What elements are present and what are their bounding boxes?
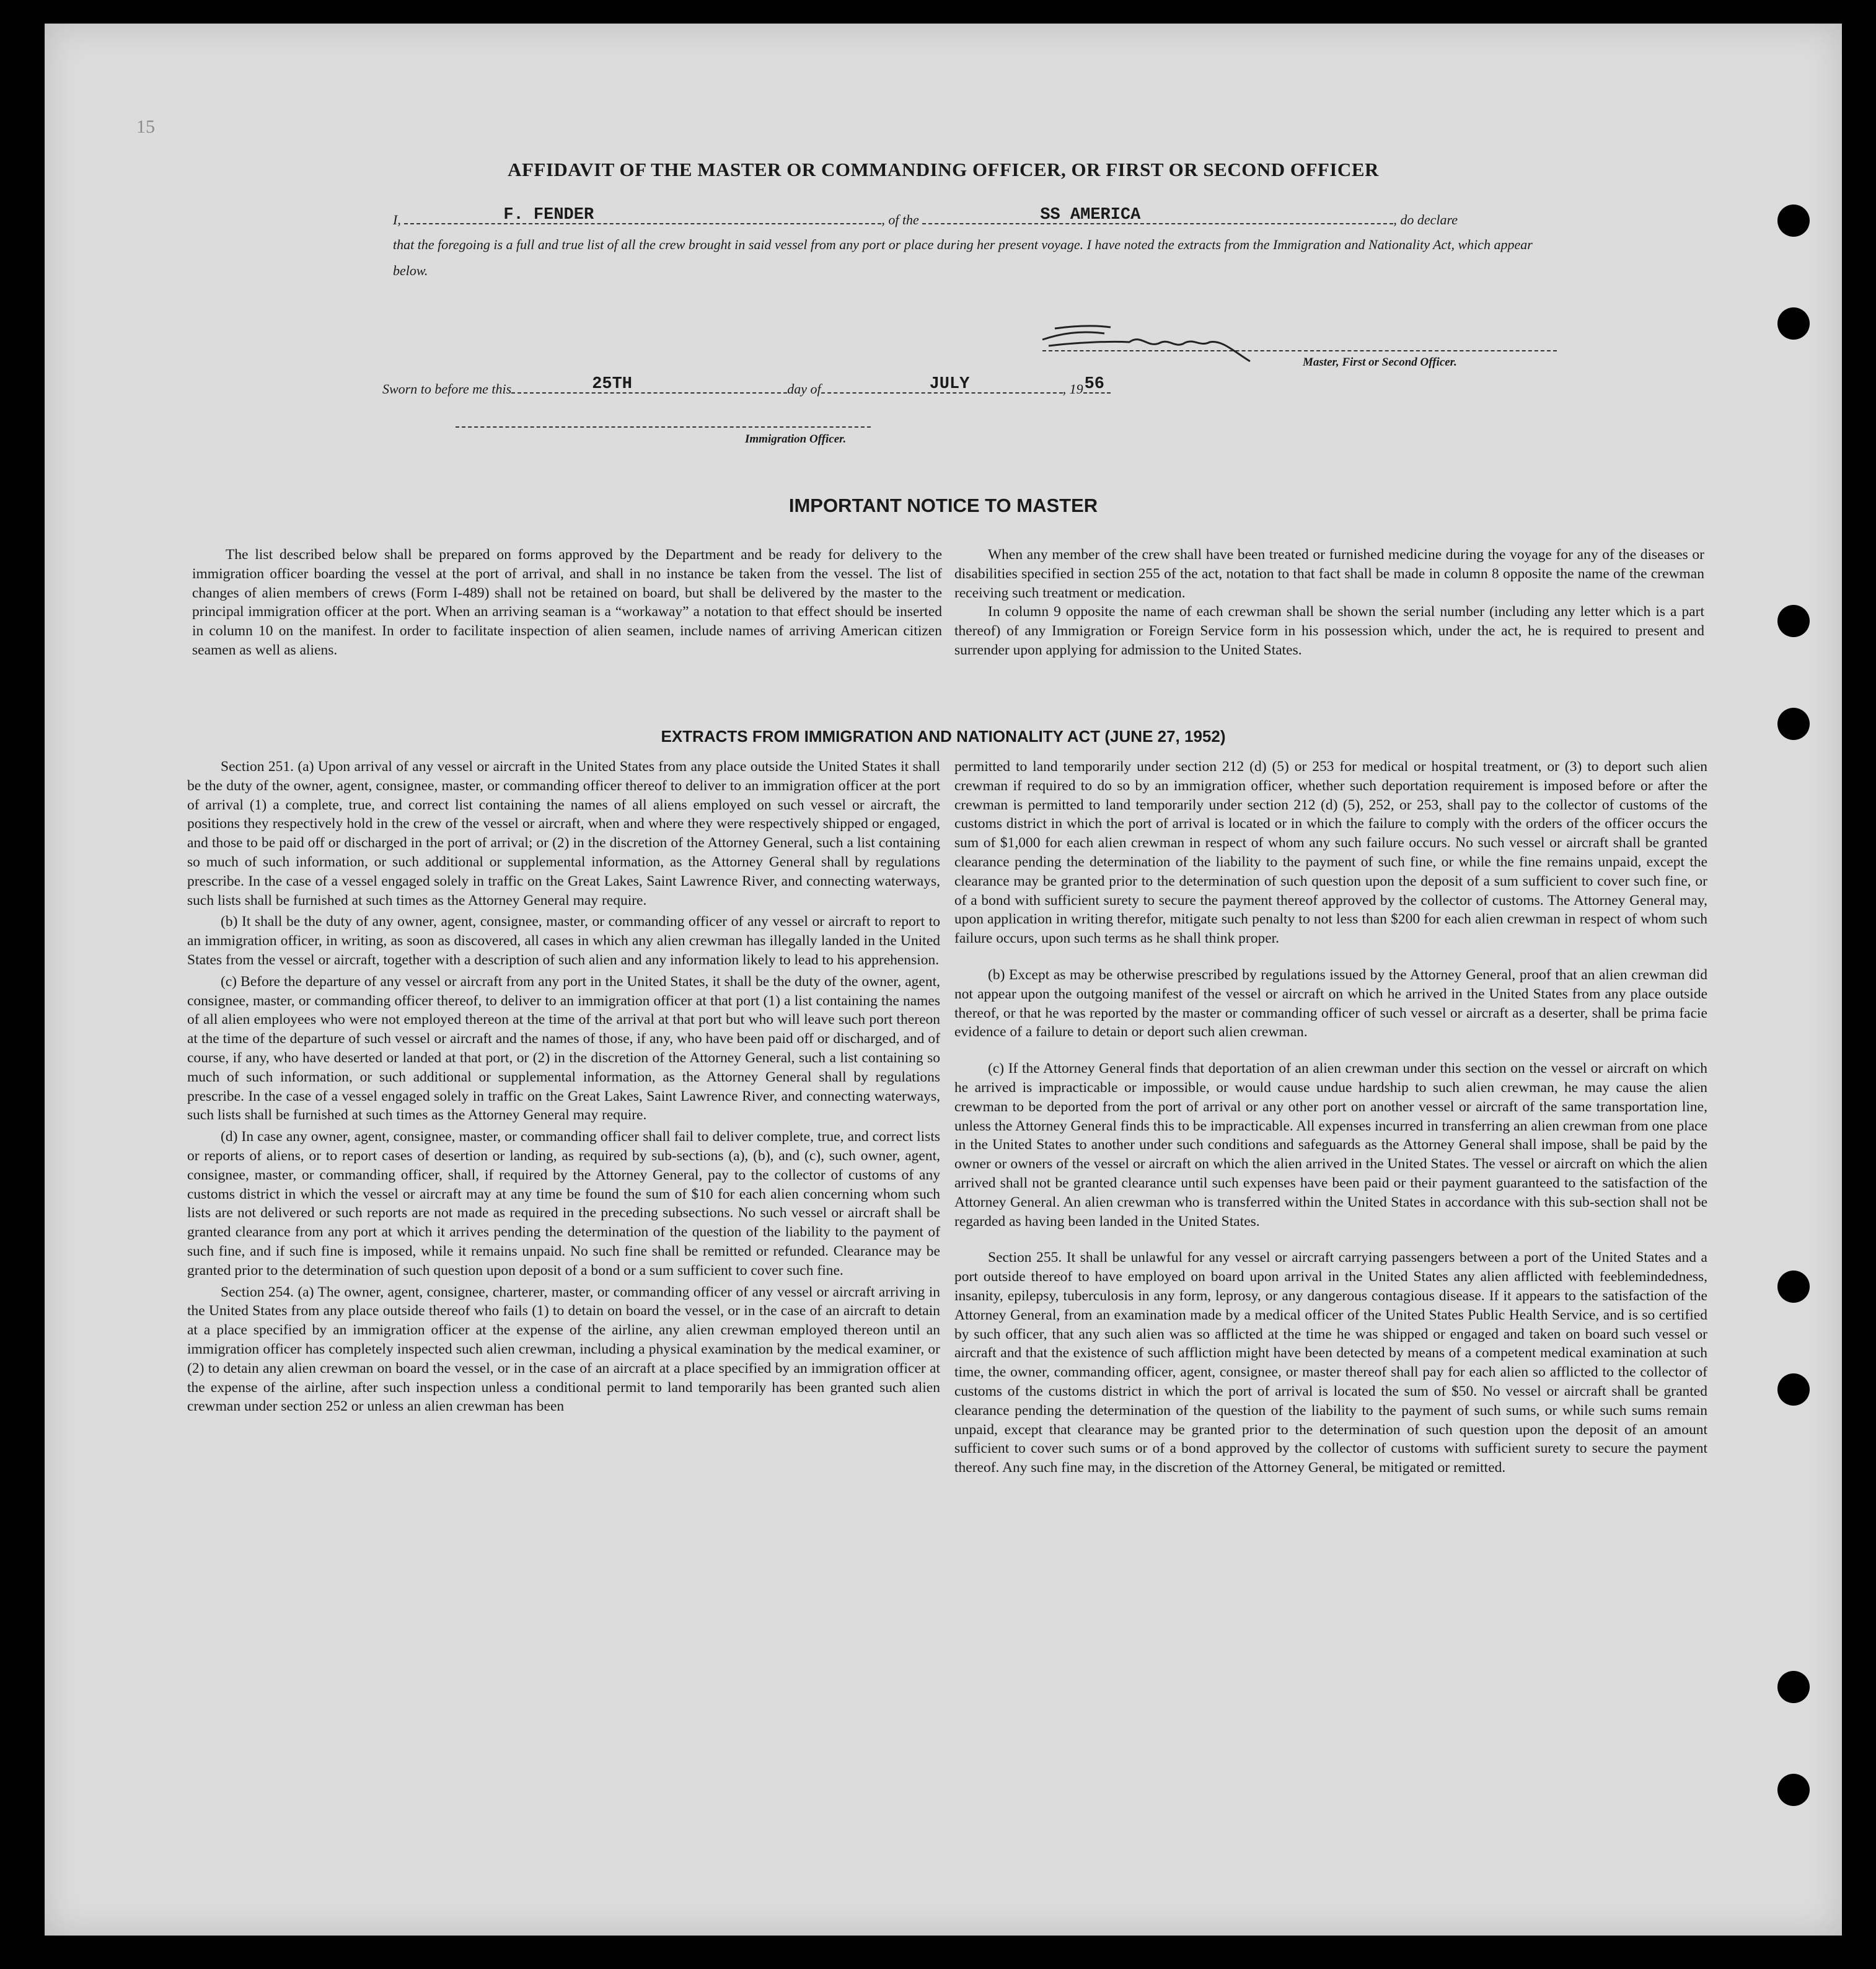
sworn-day-value: 25TH (592, 375, 632, 394)
document-page (45, 24, 1842, 1936)
section-254a-continued: permitted to land temporarily under section 212 (d) (5) or 253 for medical or hospital treatment, or (3) to deport such alien crewman if required to do so by an immigration officer, whether such deportation requirement is imposed before or after the crewman is permitted to land temporarily under section 212 (d) (5), 252, or 253, shall pay to the collector of customs of the customs district in which the port of arrival is located or in which the failure to comply with the orders of the officer occurs the sum of $1,000 for each alien crewman in respect of whom any such failure occurs. No such vessel or aircraft shall be granted clearance pending the determination of the liability to the payment of such fine, or while the fine remains unpaid, except the clearance may be granted prior to the determination of such question upon the deposit of a sum sufficient to cover such fine, or of a bond with sufficient surety to secure the payment thereof approved by the collector of customs. The Attorney General may, upon application in writing therefor, mitigate such penalty to not less than $200 for each alien crewman in respect of whom such failure occurs, upon such terms as he shall think proper. (954, 759, 1707, 947)
section-254a: Section 254. (a) The owner, agent, consignee, charterer, master, or commanding officer of any vessel or aircraft arriving in the United States from any place outside thereof who fails (1) to detain on board the vessel, or in the case of an aircraft to detain at a place specified by an immigration officer at the expense of the airline, any alien crewman employed thereon until an immigration officer has completely inspected such alien crewman, including a physical examination by the medical examiner, or (2) to detain any alien crewman on board the vessel, or in the case of an aircraft at a place specified by an immigration officer at the expense of the airline, after such inspection unless a conditional permit to land temporarily has been granted such alien crewman under section 252 or unless an alien crewman has been (187, 1284, 940, 1415)
master-name-value: F. FENDER (503, 206, 594, 224)
margin-page-mark: 15 (136, 117, 155, 137)
master-name-field (404, 206, 881, 224)
notice-left-paragraph (192, 545, 942, 660)
binder-hole (1777, 1774, 1810, 1806)
immigration-officer-line (456, 426, 871, 428)
section-251d: (d) In case any owner, agent, consignee, master, or commanding officer shall fail to deliver complete, true, and correct lists or reports of aliens, or to report cases of desertion or landing, as required by sub-sections (a), (b), and (c), such owner, agent, consignee, master, or commanding officer, shall, if required by the Attorney General, pay to the collector of customs of any customs district in which the vessel or aircraft may at any time be found the sum of $10 for each alien concerning whom such lists are not delivered or such reports are not made as required in the preceding subsections. No such vessel or aircraft shall be granted clearance from any port at which it arrives pending the determination of the question of the liability to the payment of such fine, and if such fine is imposed, while it remains unpaid. No such fine shall be remitted or refunded. Clearance may be granted prior to the determination of such question upon deposit of a bond or a sum sufficient to cover such fine. (187, 1129, 940, 1279)
year-prefix-label: , 19 (1062, 381, 1083, 397)
binder-hole (1777, 1671, 1810, 1703)
sworn-month-field (821, 375, 1063, 394)
notice-right-text-2: In column 9 opposite the name of each crewman shall be shown the serial number (including any letter which is a part thereof) of any Immigration or Foreign Service form in his possession which, under the act, he is required to present and surrender upon applying for admission to the United States. (954, 604, 1704, 658)
section-251b: (b) It shall be the duty of any owner, agent, consignee, master, or commanding officer of any vessel or aircraft to report to an immigration officer, in writing, as soon as discovered, all cases in which any alien crewman has illegally landed in the United States from the vessel or aircraft, together with a description of such alien and any information likely to lead to his apprehension. (187, 914, 940, 968)
section-251c: (c) Before the departure of any vessel or aircraft from any port in the United States, it shall be the duty of the owner, agent, consignee, master, or commanding officer thereof, to deliver to an immigration officer at that port (1) a list containing the names of all alien employees who were not employed thereon at the time of the arrival at that port but who will leave such port thereon at the time of the departure of such vessel or aircraft and the names of those, if any, who have been paid off or discharged, and of course, if any, who have deserted or landed at that port, or (2) in the discretion of the Attorney General, such a list containing so much of such information, or such additional or supplemental information, as the Attorney General shall by regulations prescribe. In the case of a vessel engaged solely in traffic on the Great Lakes, Saint Lawrence River, and connecting waterways, such lists shall be furnished at such times as the Attorney General may require. (187, 973, 940, 1124)
binder-hole (1777, 307, 1810, 340)
section-255: Section 255. It shall be unlawful for any vessel or aircraft carrying passengers between a port of the United States and a port outside thereof to have employed on board upon arrival in the United States any alien afflicted with feeblemindedness, insanity, epilepsy, tuberculosis in any form, leprosy, or any dangerous contagious disease. If it appears to the satisfaction of the Attorney General, from an examination made by a medical officer of the United States Public Health Service, and is so certified by such officer, that any such alien was so afflicted at the time he was shipped or engaged and taken on board such vessel or aircraft and that the existence of such affliction might have been detected by means of a competent medical examination at such time, the owner, commanding officer, agent, consignee, or master thereof shall pay for each alien so afflicted to the collector of customs of the customs district in which the port of arrival is located the sum of $50. No vessel or aircraft shall be granted clearance pending the determination of the question of the liability to the payment of such sums, or while such sums remain unpaid, except that clearance may be granted prior to the determination of such question upon the deposit of an amount sufficient to cover such sums or of a bond approved by the collector of customs with sufficient surety to secure the payment thereof. Any such fine may, in the discretion of the Attorney General, be mitigated or remitted. (954, 1249, 1707, 1476)
sworn-day-field (511, 375, 787, 394)
declaration-prefix: I, (393, 212, 401, 227)
sworn-month-value: JULY (929, 375, 970, 394)
vessel-name-field (922, 206, 1393, 224)
vessel-name-value: SS AMERICA (1040, 206, 1141, 224)
immigration-officer-caption: Immigration Officer. (745, 433, 847, 446)
do-declare-label: , do declare (1393, 212, 1458, 227)
sworn-year-value: 56 (1084, 375, 1104, 394)
binder-hole (1777, 1271, 1810, 1303)
of-the-label: , of the (881, 212, 919, 227)
binder-hole (1777, 1373, 1810, 1406)
section-251a: Section 251. (a) Upon arrival of any vessel or aircraft in the United States from any place outside the United States it shall be the duty of the owner, agent, consignee, master, or commanding officer thereof to deliver to an immigration officer at the port of arrival (1) a complete, true, and correct list containing the names of all aliens employed on such vessel or aircraft, the positions they respectively hold in the crew of the vessel or aircraft, when and where they were respectively shipped or engaged, and those to be paid off or discharged in the port of arrival; or (2) in the discretion of the Attorney General, such a list containing so much of such information, or such additional or supplemental information, as the Attorney General shall by regulations prescribe. In the case of a vessel engaged solely in traffic on the Great Lakes, Saint Lawrence River, and connecting waterways, such lists shall be furnished at such times as the Attorney General may require. (187, 759, 940, 909)
sworn-line (382, 375, 1111, 397)
extracts-right-column (954, 757, 1707, 1478)
declaration-text: that the foregoing is a full and true list of all the crew brought in said vessel from any port or place during her present voyage. I have noted the extracts from the Immigration and Nationality Act, which appear below. (393, 237, 1533, 278)
master-signature (1036, 315, 1259, 364)
binder-hole (1777, 205, 1810, 237)
notice-left-text: The list described below shall be prepared on forms approved by the Department and be ready for delivery to the immigration officer boarding the vessel at the port of arrival, and shall in no instance be taken from the vessel. The list of changes of alien members of crews (Form I-489) shall not be retained on board, but shall be delivered by the master to the principal immigration officer at the port. When an arriving seaman is a “workaway” a notation to that effect should be inserted in column 10 on the manifest. In order to facilitate inspection of alien seamen, include names of arriving American citizen seamen as well as aliens. (192, 547, 942, 658)
extracts-title: EXTRACTS FROM IMMIGRATION AND NATIONALITY ACT (JUNE 27, 1952) (661, 727, 1226, 746)
section-254b: (b) Except as may be otherwise prescribed by regulations issued by the Attorney General, proof that an alien crewman did not appear upon the outgoing manifest of the vessel or aircraft on which he arrived in the United States from any place outside thereof, or that he was reported by the master or commanding officer of such vessel or aircraft as a deserter, shall be prima facie evidence of a failure to detain or deport such alien crewman. (954, 966, 1707, 1041)
declaration-line (393, 206, 1458, 228)
affidavit-title: AFFIDAVIT OF THE MASTER OR COMMANDING OFFICER, OR FIRST OR SECOND OFFICER (508, 159, 1379, 180)
day-of-label: day of (787, 381, 821, 397)
binder-hole (1777, 708, 1810, 740)
binder-hole (1777, 605, 1810, 637)
signature-caption: Master, First or Second Officer. (1303, 356, 1457, 369)
notice-right-text-1: When any member of the crew shall have been treated or furnished medicine during the voyage for any of the diseases or disabilities specified in section 255 of the act, notation to that fact shall be made in column 8 opposite the name of the crewman receiving such treatment or medication. (954, 547, 1704, 601)
section-254c: (c) If the Attorney General finds that deportation of an alien crewman under this section on the vessel or aircraft on which he arrived is impracticable or impossible, or would cause undue hardship to such alien crewman, he may cause the alien crewman to be deported from the port of arrival or any other port on another vessel or aircraft of the same transportation line, unless the Attorney General finds this to be impracticable. All expenses incurred in transferring an alien crewman from one place in the United States to another under such conditions and safeguards as the Attorney General shall impose, shall be paid by the owner or owners of the vessel or aircraft on which the alien arrived in the United States. The vessel or aircraft on which the alien arrived shall not be granted clearance until such expenses have been paid or their payment guaranteed to the satisfaction of the Attorney General. An alien crewman who is transferred within the United States in accordance with this sub-section shall not be regarded as having been landed in the United States. (954, 1060, 1707, 1230)
sworn-year-field (1083, 375, 1111, 394)
signature-line (1042, 350, 1557, 351)
sworn-prefix: Sworn to before me this (382, 381, 512, 397)
notice-title: IMPORTANT NOTICE TO MASTER (788, 495, 1098, 516)
notice-right-paragraphs (954, 545, 1704, 660)
extracts-left-column (187, 757, 940, 1416)
